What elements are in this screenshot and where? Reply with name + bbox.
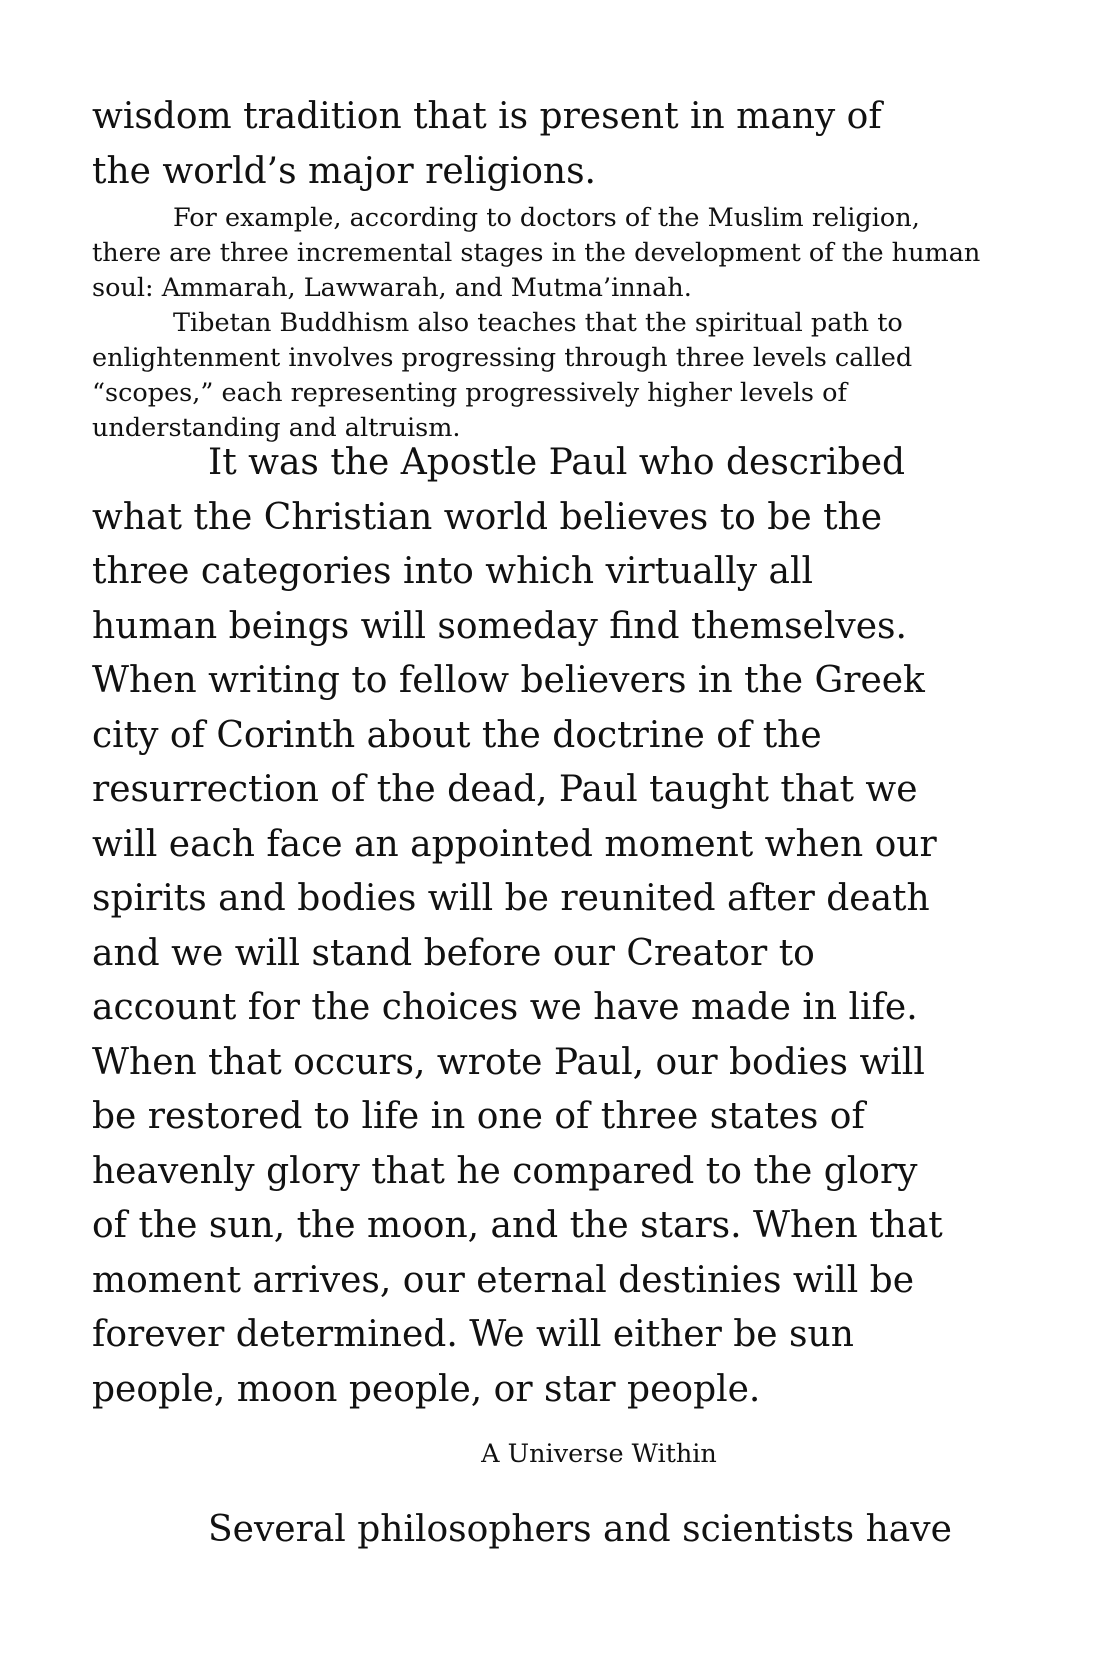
text-line: will each face an appointed moment when our (92, 823, 937, 865)
text-line: three categories into which virtually all (92, 551, 814, 592)
text-line: spirits and bodies will be reunited after death (92, 878, 930, 919)
buddhism-paragraph (92, 306, 1052, 446)
text-line: city of Corinth about the doctrine of the (92, 714, 822, 756)
text-line: “scopes,” each representing progressively higher levels of (92, 378, 847, 408)
muslim-paragraph (92, 201, 1052, 306)
text-line: and we will stand before our Creator to (92, 932, 815, 974)
text-line: It was the Apostle Paul who described (208, 442, 906, 483)
text-line: wisdom tradition that is present in many of (92, 96, 882, 137)
text-line: resurrection of the dead, Paul taught that we (92, 769, 918, 810)
text-line: of the sun, the moon, and the stars. When that (92, 1205, 943, 1246)
text-line: heavenly glory that he compared to the glory (92, 1150, 918, 1192)
text-line: human beings will someday find themselves. (92, 605, 907, 647)
text-line: what the Christian world believes to be the (92, 496, 883, 538)
text-line: When that occurs, wrote Paul, our bodies will (92, 1041, 925, 1083)
text-line: people, moon people, or star people. (92, 1368, 761, 1410)
paul-paragraph (92, 436, 1052, 1417)
text-line: the world’s major religions. (92, 150, 596, 192)
text-line: Several philosophers and scientists have (208, 1509, 952, 1550)
text-line: moment arrives, our eternal destinies will be (92, 1259, 915, 1301)
text-line: there are three incremental stages in the development of the human (92, 238, 981, 268)
text-line: When writing to fellow believers in the Greek (92, 660, 925, 701)
intro-text (92, 90, 1052, 199)
text-line: be restored to life in one of three states of (92, 1096, 865, 1137)
text-line: enlightenment involves progressing through three levels called (92, 343, 913, 373)
text-line: For example, according to doctors of the Muslim religion, (173, 203, 920, 233)
text-line: Tibetan Buddhism also teaches that the spiritual path to (173, 308, 903, 338)
next-paragraph (92, 1503, 1052, 1558)
section-heading: A Universe Within (481, 1439, 717, 1469)
text-line: forever determined. We will either be sun (92, 1314, 854, 1355)
text-line: understanding and altruism. (92, 413, 461, 443)
text-line: account for the choices we have made in life. (92, 987, 918, 1028)
text-line: soul: Ammarah, Lawwarah, and Mutma’innah. (92, 273, 692, 303)
